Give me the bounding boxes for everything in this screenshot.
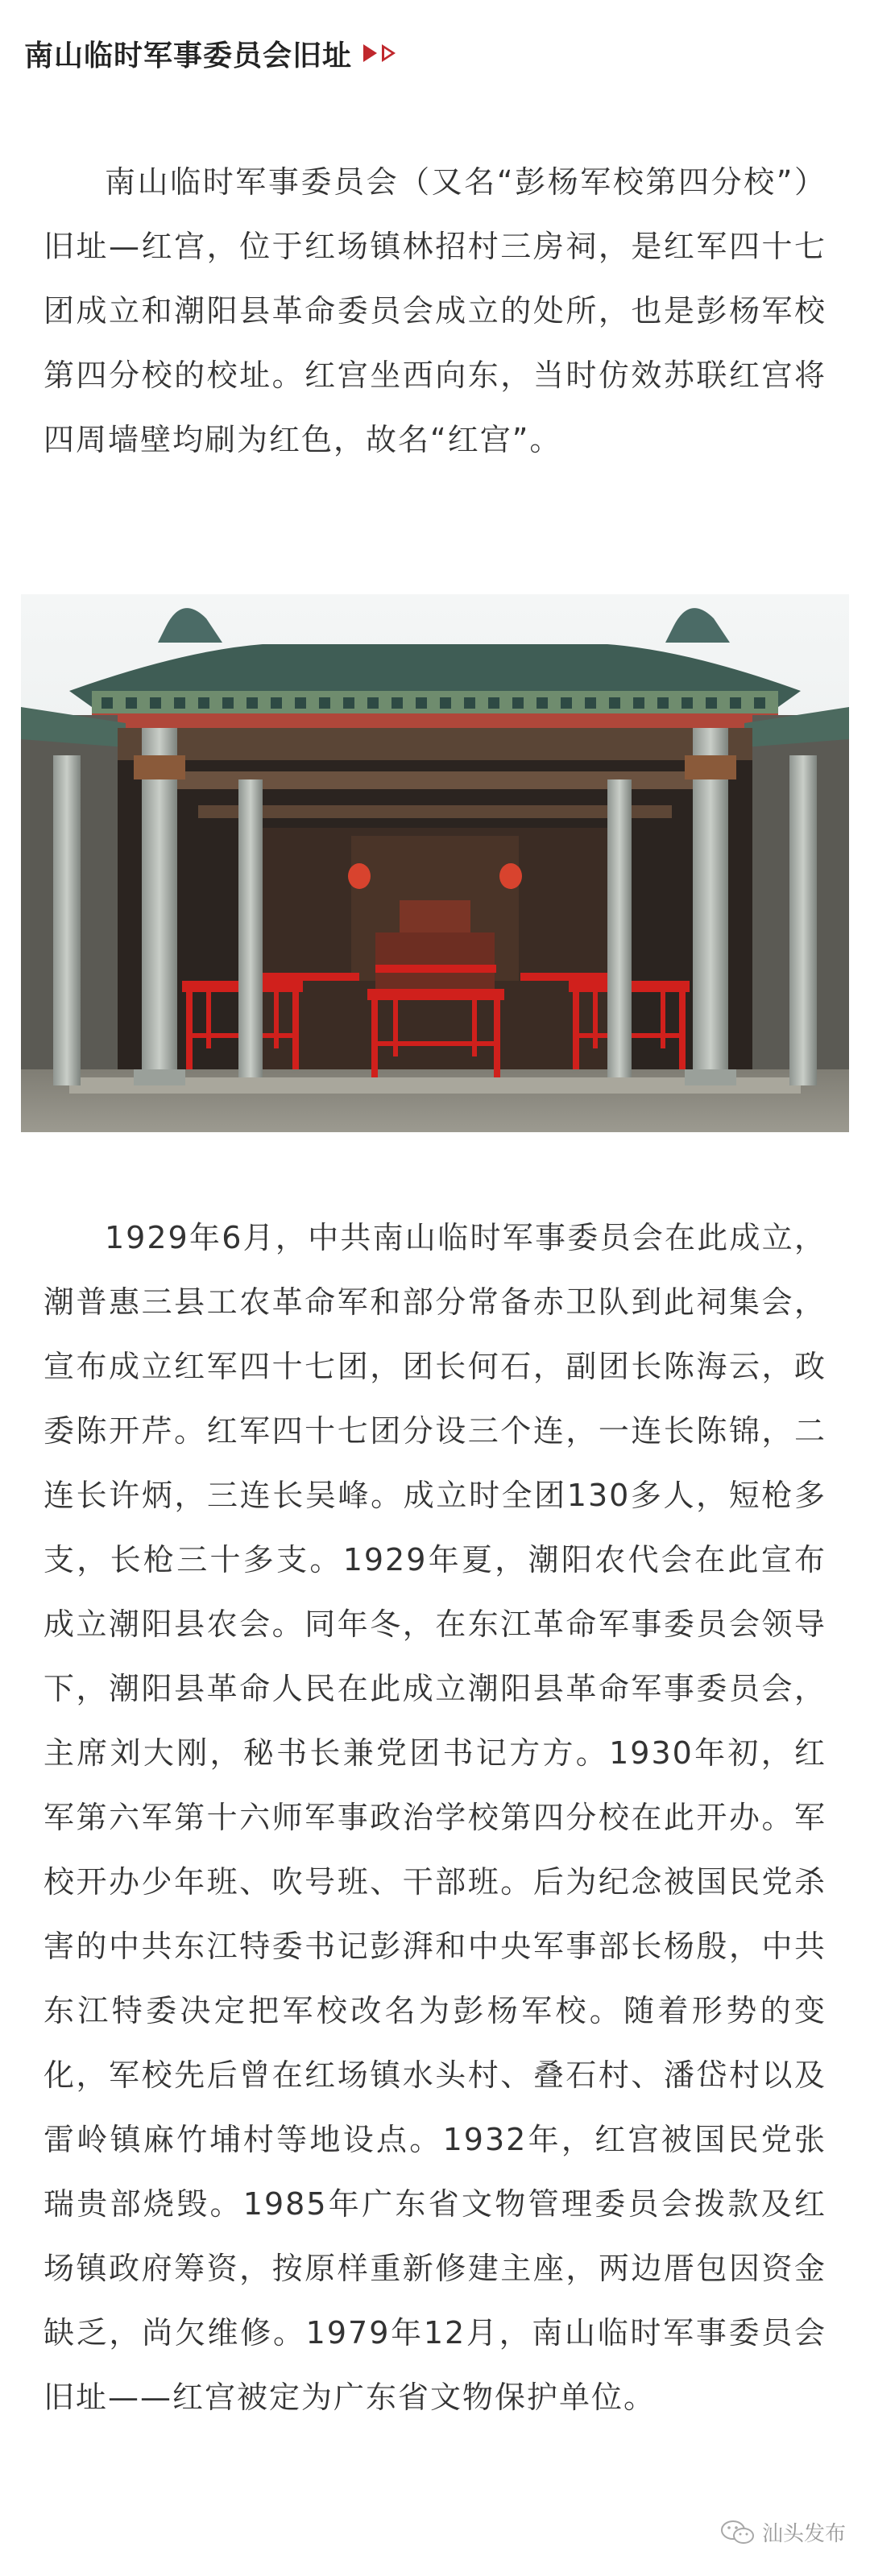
footer-brand <box>720 2517 846 2547</box>
arrow-outline-icon <box>382 44 396 62</box>
wechat-icon <box>720 2520 756 2545</box>
arrow-solid-icon <box>363 44 377 62</box>
red-palace-photo <box>21 594 849 1132</box>
history-paragraph: 1929年6月，中共南山临时军事委员会在此成立，潮普惠三县工农革命军和部分常备赤卫队到此祠集会，宣布成立红军四十七团，团长何石，副团长陈海云，政委陈开芹。红军四十七团分设三个连，一连长陈锦，二连长许炳，三连长吴峰。成立时全团130多人，短枪多支，长枪三十多支。1929年夏，潮阳农代会在此宣布成立潮阳县农会。同年冬，在东江革命军事委员会领导下，潮阳县革命人民在此成立潮阳县革命军事委员会，主席刘大刚，秘书长兼党团书记方方。1930年初，红军第六军第十六师军事政治学校第四分校在此开办。军校开办少年班、吹号班、干部班。后为纪念被国民党杀害的中共东江特委书记彭湃和中央军事部长杨殷，中共东江特委决定把军校改名为彭杨军校。随着形势的变化，军校先后曾在红场镇水头村、叠石村、潘岱村以及雷岭镇麻竹埔村等地设点。1932年，红宫被国民党张瑞贵部烧毁。1985年广东省文物管理委员会拨款及红场镇政府筹资，按原样重新修建主座，两边厝包因资金缺乏，尚欠维修。1979年12月，南山临时军事委员会旧址——红宫被定为广东省文物保护单位。 <box>44 1220 826 2415</box>
footer-brand-label: 汕头发布 <box>761 2522 846 2546</box>
play-arrows-icon <box>363 44 396 62</box>
page-title: 南山临时军事委员会旧址 <box>24 39 353 72</box>
intro-paragraph: 南山临时军事委员会（又名“彭杨军校第四分校”）旧址—红宫，位于红场镇林招村三房祠，是红军四十七团成立和潮阳县革命委员会成立的处所，也是彭杨军校第四分校的校址。红宫坐西向东，当时仿效苏联红宫将四周墙壁均刷为红色，故名“红宫”。 <box>44 164 826 457</box>
section-header <box>24 31 396 76</box>
